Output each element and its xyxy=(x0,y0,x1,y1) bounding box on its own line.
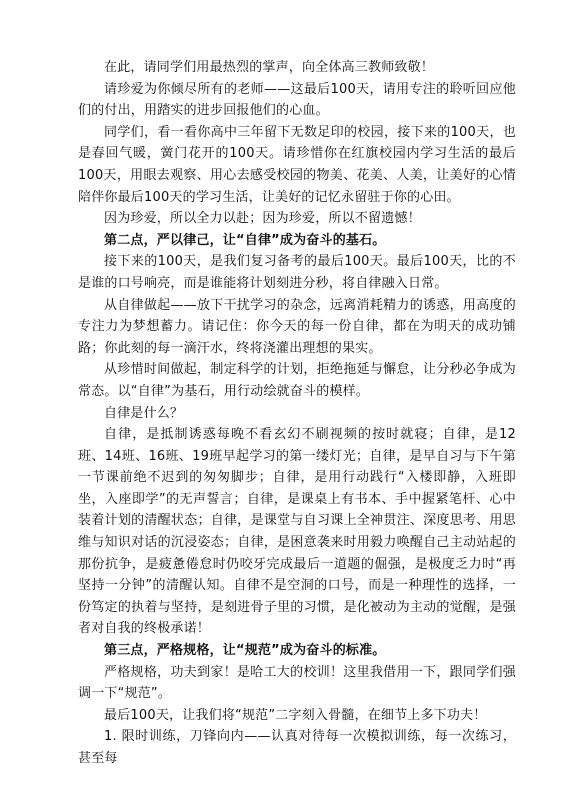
paragraph: 从自律做起——放下干扰学习的杂念，远离消耗精力的诱惑，用高度的专注力为梦想蓄力。请记住：你今天的每一份自律，都在为明天的成功铺路；你此刻的每一滴汗水，终将浇灌出理想的果实。 xyxy=(78,297,516,356)
paragraph: 接下来的100天，是我们复习备考的最后100天。最后100天，比的不是谁的口号响亮，而是谁能将计划刻进分秒，将自律融入日常。 xyxy=(78,254,516,291)
paragraph: 从珍惜时间做起，制定科学的计划，拒绝拖延与懈怠，让分秒必争成为常态。以“自律”为基石，用行动绘就奋斗的模样。 xyxy=(78,362,516,399)
paragraph: 最后100天，让我们将“规范”二字刻入骨髓，在细节上多下功夫！ xyxy=(104,707,487,723)
document-body xyxy=(78,57,516,770)
paragraph: 同学们，看一看你高中三年留下无数足印的校园，接下来的100天，也是春回气暖，黉门花开的100天。请珍惜你在红旗校园内学习生活的最后100天，用眼去观察、用心去感受校园的物美、花美、人美，让美好的心情陪伴你最后100天的学习生活，让美好的记忆永留驻于你的心田。 xyxy=(78,124,516,205)
section-heading: 第二点，严以律己，让“自律”成为奋斗的基石。 xyxy=(104,232,386,248)
paragraph: 自律是什么？ xyxy=(104,405,184,421)
paragraph: 在此，请同学们用最热烈的掌声，向全体高三教师致敬！ xyxy=(104,60,435,75)
paragraph: 严格规格，功夫到家！是哈工大的校训！这里我借用一下，跟同学们强调一下“规范”。 xyxy=(78,664,516,702)
section-heading: 第三点，严格规格，让“规范”成为奋斗的标准。 xyxy=(104,643,386,659)
paragraph: 请珍爱为你倾尽所有的老师——这最后100天，请用专注的聆听回应他们的付出，用踏实的进步回报他们的心血。 xyxy=(78,81,516,119)
paragraph: 自律，是抵制诱惑每晚不看玄幻不刷视频的按时就寝；自律，是12班、14班、16班、19班早起学习的第一缕灯光；自律，是早自习与下午第一节课前绝不迟到的匆匆脚步；自律，是用行动践行“入楼即静，入班即坐，入座即学”的无声誓言；自律，是课桌上有书本、手中握紧笔杆、心中装着计划的清醒状态；自律，是课堂与自习课上全神贯注、深度思考、用思维与知识对话的沉浸姿态；自律，是困意袭来时用毅力唤醒自己主动站起的那份抗争，是疲惫倦怠时仍咬牙完成最后一道题的倔强，是极度乏力时“再坚持一分钟”的清醒认知。自律不是空洞的口号，而是一种理性的选择，一份笃定的执着与坚持，是刻进骨子里的习惯，是化被动为主动的觉醒，是强者对自我的终极承诺！ xyxy=(78,427,516,637)
paragraph: 因为珍爱，所以全力以赴；因为珍爱，所以不留遗憾！ xyxy=(104,211,421,227)
list-item: 1. 限时训练，刀锋向内——认真对待每一次模拟训练，每一次练习，甚至每 xyxy=(78,729,516,766)
